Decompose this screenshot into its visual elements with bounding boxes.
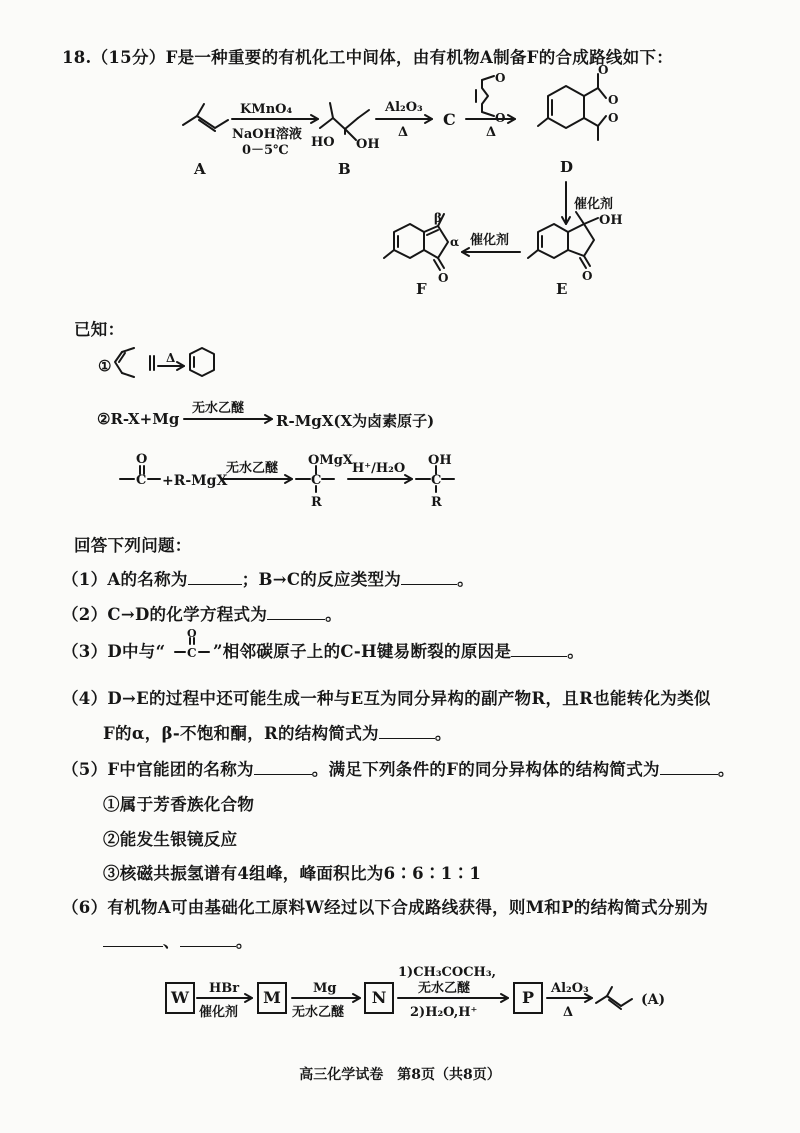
- f-alpha: α: [450, 235, 460, 249]
- q6-blank-m[interactable]: [103, 946, 163, 947]
- q5-text-b: 。满足下列条件的F的同分异构体的结构简式为: [311, 760, 660, 779]
- question-4-line1: （4）D→E的过程中还可能生成一种与E互为同分异构的副产物R，且R也能转化为类似: [62, 689, 711, 708]
- known-title: 已知：: [74, 320, 125, 339]
- q5-end: 。: [717, 760, 735, 779]
- reagent-naoh: NaOH溶液: [232, 127, 302, 142]
- question-header: 18.（15分）F是一种重要的有机化工中间体，由有机物A制备F的合成路线如下：: [62, 48, 674, 67]
- q6-blank-p[interactable]: [180, 946, 236, 947]
- route2-mg: Mg: [313, 981, 337, 996]
- q5-condition-1: ①属于芳香族化合物: [103, 795, 255, 814]
- route2-acid: 2)H₂O,H⁺: [410, 1005, 478, 1020]
- catalyst-d-e: 催化剂: [574, 197, 614, 212]
- q1-blank-type[interactable]: [401, 584, 457, 585]
- route2-delta: Δ: [563, 1005, 574, 1020]
- q5-text-a: （5）F中官能团的名称为: [62, 760, 254, 779]
- reagent-delta-1: Δ: [398, 125, 409, 140]
- q1-blank-name[interactable]: [188, 584, 242, 585]
- label-b: B: [338, 160, 351, 178]
- question-2: [62, 601, 342, 625]
- known3-cond2: H⁺/H₂O: [352, 461, 406, 476]
- f-beta: β: [434, 211, 442, 225]
- known3-c3: C: [431, 473, 442, 488]
- molecule-a: [183, 104, 228, 131]
- e-oh: OH: [599, 213, 623, 228]
- q2-text: （2）C→D的化学方程式为: [62, 605, 268, 624]
- q5-condition-2: ②能发生银镜反应: [103, 830, 238, 849]
- page-footer: 高三化学试卷 第8页（共8页）: [299, 1067, 501, 1083]
- q4-text: F的α，β-不饱和酮，R的结构简式为: [103, 724, 379, 743]
- f-o: O: [438, 271, 449, 285]
- label-c: C: [443, 110, 456, 129]
- route2-ether2: 无水乙醚: [418, 981, 471, 996]
- known1-butadiene: [115, 348, 134, 377]
- known3-rmgx: +R-MgX: [162, 473, 228, 489]
- d-o1: O: [598, 63, 609, 77]
- known3-r2: R: [431, 495, 442, 510]
- q3-blank[interactable]: [511, 656, 567, 657]
- route2-box-m: M: [257, 982, 287, 1014]
- route2-a-label: (A): [641, 992, 666, 1008]
- q2-blank[interactable]: [267, 619, 325, 620]
- reagent-kmno4: KMnO₄: [240, 102, 293, 117]
- q1-end: 。: [457, 570, 474, 589]
- q5-blank-isomer[interactable]: [660, 774, 718, 775]
- q6-end: 。: [235, 932, 253, 951]
- label-a: A: [194, 160, 206, 178]
- dienophile: [476, 76, 494, 116]
- route2-ether1: 无水乙醚: [292, 1005, 345, 1020]
- known2-reactants: ②R-X+Mg: [97, 410, 180, 428]
- q3-end: 。: [567, 642, 585, 661]
- reagent-al2o3: Al₂O₃: [385, 100, 423, 115]
- b-oh: OH: [356, 137, 380, 152]
- dienophile-o1: O: [495, 71, 506, 85]
- known3-r1: R: [311, 495, 322, 510]
- molecule-d: [538, 74, 606, 140]
- known3-omgx: OMgX: [308, 453, 353, 468]
- e-o: O: [582, 269, 593, 283]
- question-3: [213, 638, 584, 662]
- route2-hbr: HBr: [209, 981, 240, 996]
- d-o2: O: [608, 93, 619, 107]
- catalyst-e-f: 催化剂: [470, 233, 510, 248]
- label-d: D: [560, 158, 574, 176]
- known2-cond: 无水乙醚: [192, 401, 245, 416]
- question-3a: （3）D中与“: [62, 642, 166, 661]
- route2-al2o3: Al₂O₃: [551, 981, 589, 996]
- q4-blank[interactable]: [379, 738, 435, 739]
- q1-text-b: ；B→C的反应类型为: [241, 570, 402, 589]
- route2-box-p: P: [513, 982, 543, 1014]
- reagent-temp: 0－5℃: [242, 143, 289, 158]
- q4-end: 。: [434, 724, 452, 743]
- d-o3: O: [608, 111, 619, 125]
- label-e: E: [556, 280, 568, 298]
- question-6-line1: （6）有机物A可由基础化工原料W经过以下合成路线获得，则M和P的结构简式分别为: [62, 898, 709, 917]
- q5-condition-3: ③核磁共振氢谱有4组峰，峰面积比为6∶6∶1∶1: [103, 864, 482, 883]
- answer-intro: 回答下列问题：: [74, 536, 192, 555]
- q3-text-b: ”相邻碳原子上的C-H键易断裂的原因是: [213, 642, 512, 661]
- question-4-line2: [103, 720, 452, 744]
- route2-box-n: N: [364, 982, 394, 1014]
- question-5: [62, 756, 735, 780]
- q1-text-a: （1）A的名称为: [62, 570, 188, 589]
- q6-sep: 、: [163, 932, 180, 951]
- dienophile-o2: O: [495, 111, 506, 125]
- reagent-delta-2: Δ: [486, 125, 497, 140]
- known3-cond1: 无水乙醚: [226, 461, 279, 476]
- known3-c1: C: [136, 473, 147, 488]
- q3-c: C: [187, 646, 197, 660]
- known2-product: R-MgX(X为卤素原子): [276, 412, 435, 430]
- b-ho: HO: [311, 135, 335, 150]
- route2-acetone: 1)CH₃COCH₃,: [398, 965, 497, 980]
- route2-catalyst: 催化剂: [199, 1005, 239, 1020]
- question-6-line2: [103, 928, 253, 952]
- known1-num: ①: [98, 357, 112, 375]
- q3-o: O: [187, 627, 197, 640]
- known3-c2: C: [311, 473, 322, 488]
- q2-end: 。: [325, 605, 342, 624]
- known3-o: O: [136, 452, 148, 467]
- known1-delta: Δ: [166, 351, 176, 365]
- q5-blank-group[interactable]: [254, 774, 312, 775]
- route2-box-w: W: [165, 982, 195, 1014]
- label-f: F: [416, 280, 427, 298]
- question-1: [62, 566, 474, 590]
- known3-oh: OH: [428, 453, 452, 468]
- route2-molecule-a: [596, 987, 632, 1009]
